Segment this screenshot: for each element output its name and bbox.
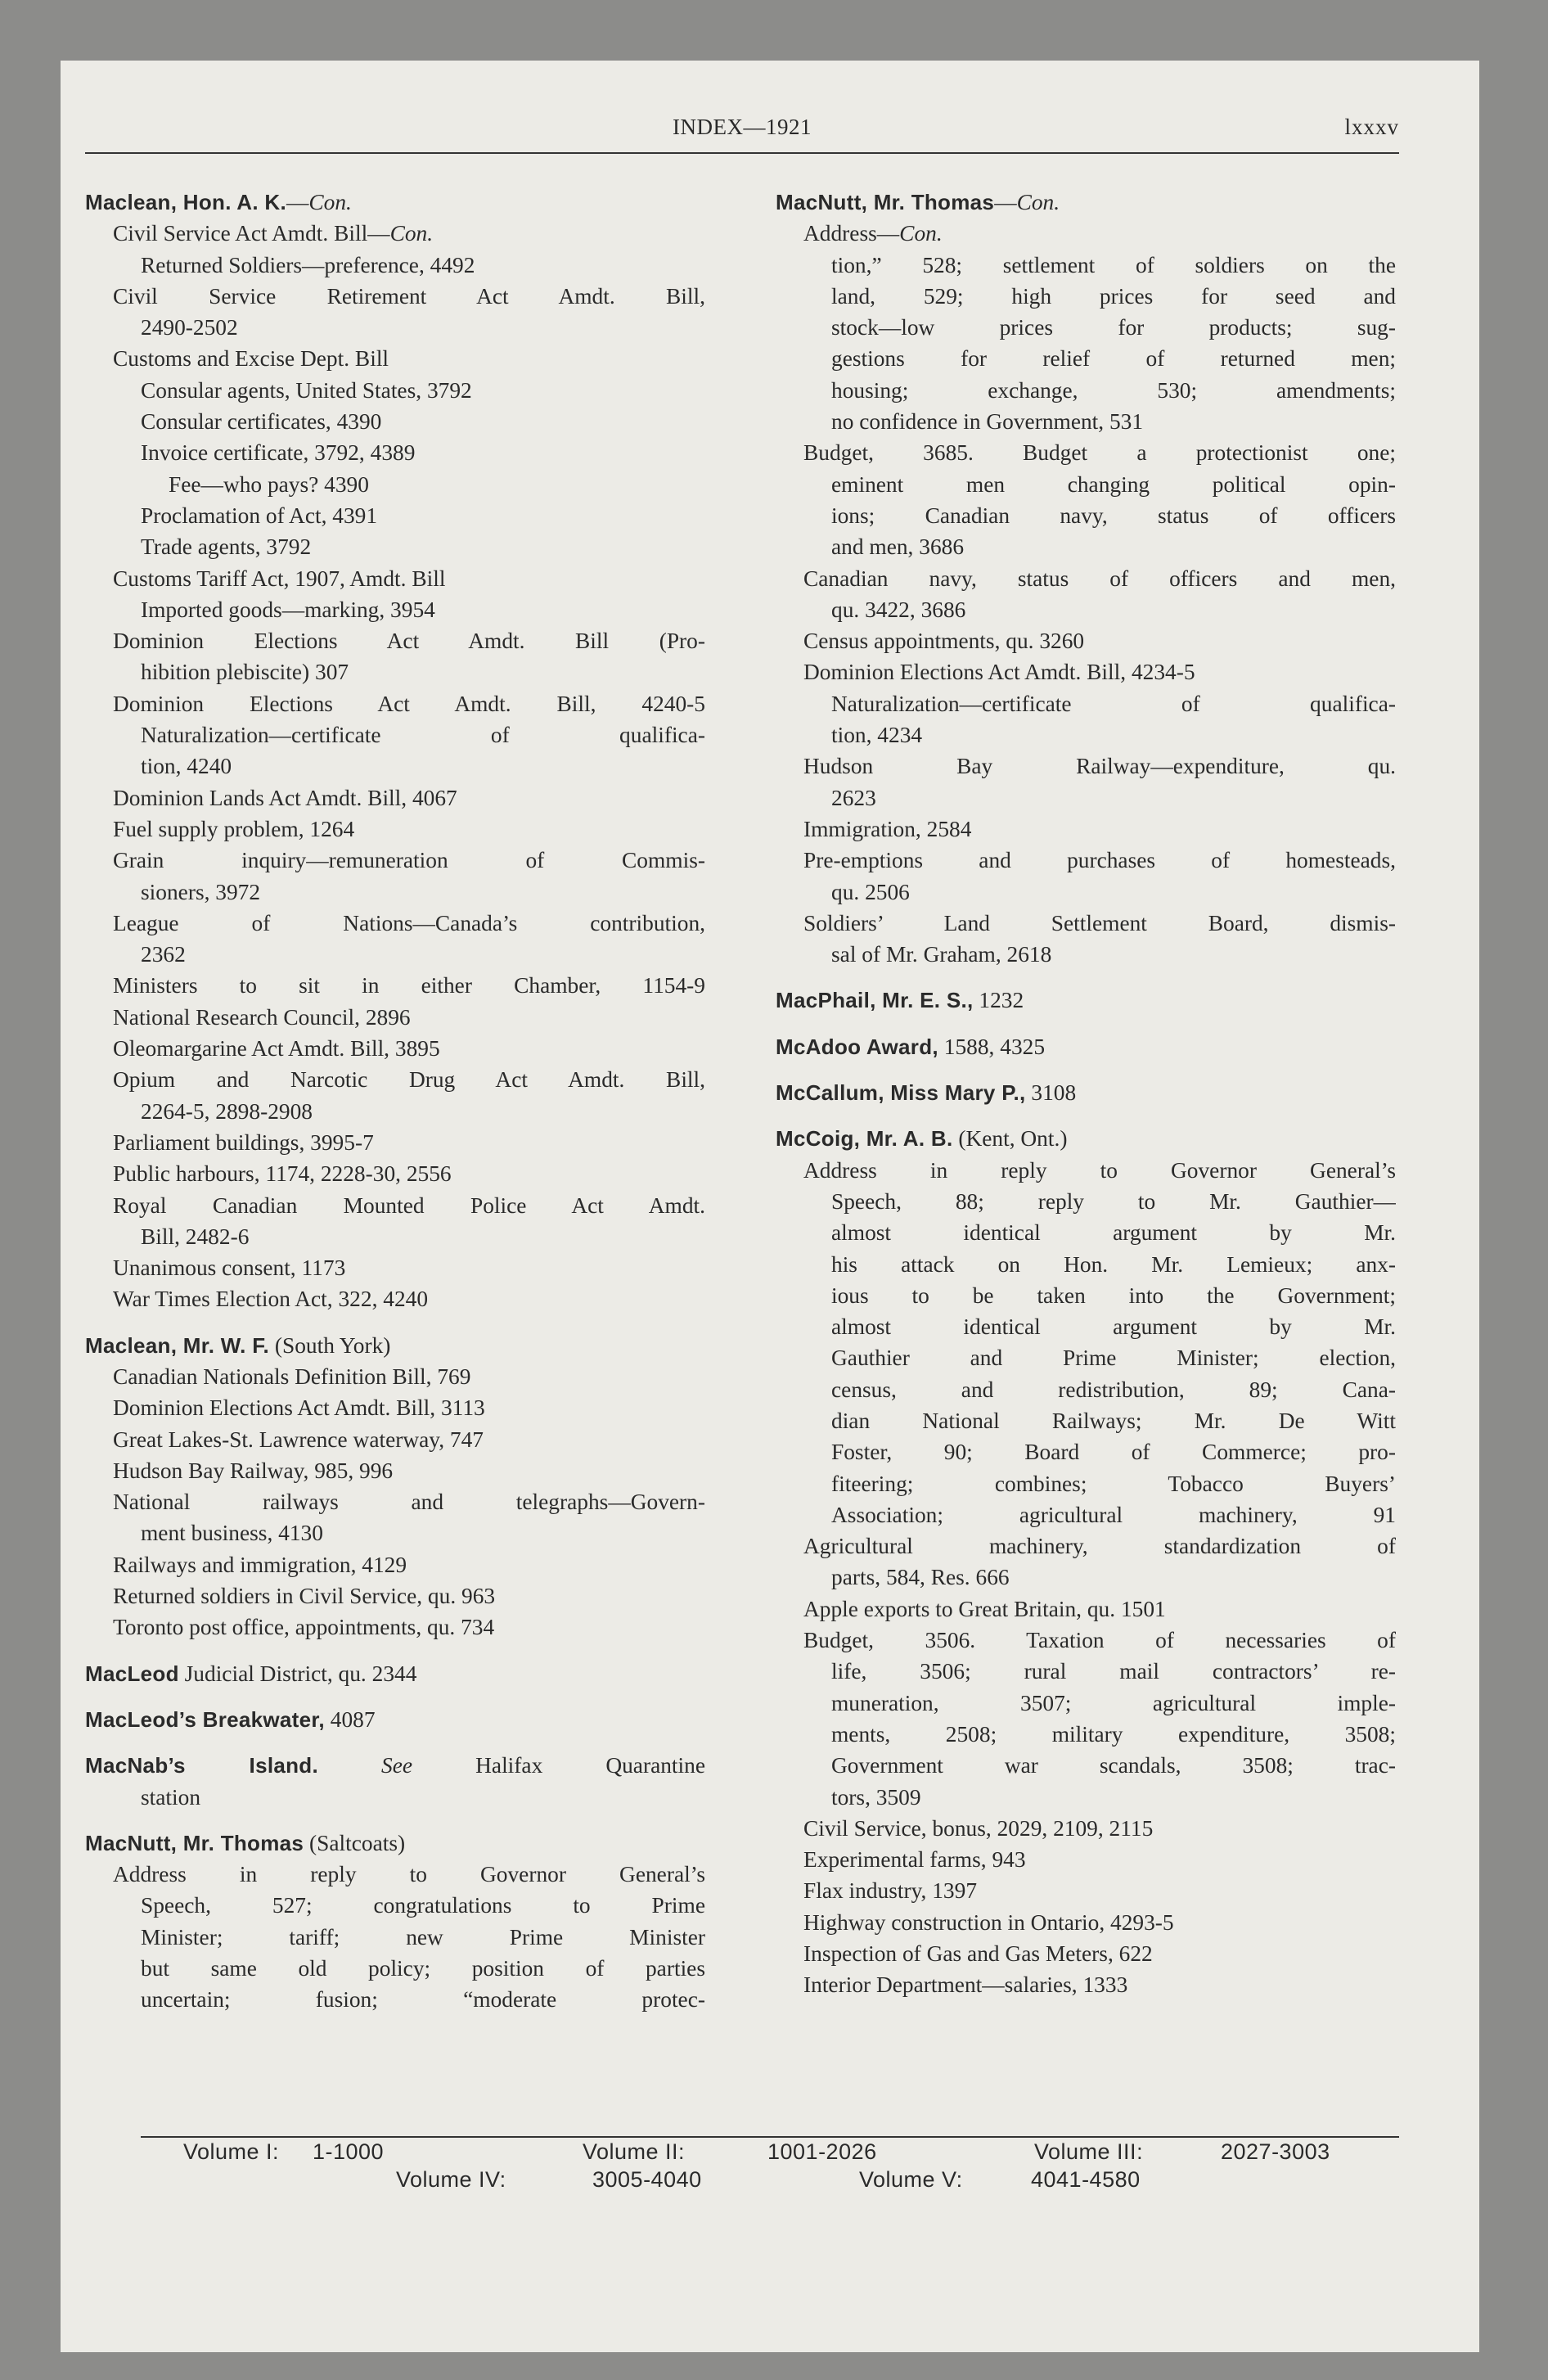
entry-gap — [776, 970, 1396, 985]
volume-4-range: 3005-4040 — [592, 2167, 702, 2192]
entry-text: Imported goods—marking, 3954 — [141, 597, 435, 622]
entry-text: tion, 4240 — [141, 754, 232, 779]
entry-text: Royal Canadian Mounted Police Act Amdt. — [113, 1192, 705, 1218]
subentry — [85, 1859, 705, 1890]
entry-gap — [776, 1108, 1396, 1123]
subentry-continuation — [776, 312, 1396, 343]
subentry-continuation — [776, 1280, 1396, 1311]
heading-detail: (Saltcoats) — [304, 1830, 406, 1855]
subentry — [85, 1424, 705, 1455]
entry-text: Opium and Narcotic Drug Act Amdt. Bill, — [113, 1067, 705, 1093]
entry-text: Fee—who pays? 4390 — [169, 471, 369, 497]
subentry-continuation — [776, 1249, 1396, 1280]
entry-text: but same old policy; position of parties — [141, 1956, 705, 1981]
subentry — [85, 1611, 705, 1643]
subentry-continuation — [85, 1890, 705, 1921]
heading-detail: — — [994, 190, 1017, 214]
subentry-continuation — [776, 469, 1396, 500]
subentry-continuation — [85, 1221, 705, 1252]
subentry — [776, 1813, 1396, 1844]
entry-text: Flax industry, 1397 — [803, 1878, 978, 1904]
subentry — [85, 625, 705, 656]
entry-text: qu. 2506 — [831, 879, 910, 904]
entry-text: Experimental farms, 943 — [803, 1847, 1026, 1873]
subentry — [85, 343, 705, 374]
subentry-continuation — [776, 1311, 1396, 1342]
heading-detail: 3108 — [1025, 1080, 1077, 1106]
subentry — [776, 845, 1396, 876]
cross-reference-see: See — [318, 1753, 413, 1778]
entry-text: Soldiers’ Land Settlement Board, dismis- — [803, 910, 1396, 935]
subentry-continuation — [776, 1750, 1396, 1781]
subentry — [85, 908, 705, 939]
running-head — [85, 115, 1399, 147]
volume-5-label: Volume V: — [859, 2167, 963, 2192]
subentry — [85, 845, 705, 876]
subentry — [85, 1283, 705, 1314]
subentry — [85, 1392, 705, 1423]
entry-text: no confidence in Government, 531 — [831, 409, 1144, 435]
subentry-continuation — [776, 343, 1396, 374]
index-heading — [85, 1704, 705, 1735]
entry-text: Returned soldiers in Civil Service, qu. 963 — [113, 1584, 496, 1609]
subentry — [85, 1580, 705, 1611]
subentry-continuation — [776, 1499, 1396, 1530]
subentry — [85, 1190, 705, 1221]
entry-text: Speech, 527; congratulations to Prime — [141, 1893, 705, 1918]
entry-text: Inspection of Gas and Gas Meters, 622 — [803, 1941, 1153, 1967]
heading-name: McAdoo Award, — [776, 1034, 938, 1059]
subentry — [85, 1064, 705, 1095]
entry-gap — [85, 1689, 705, 1704]
subentry — [776, 814, 1396, 845]
subentry-continuation — [85, 656, 705, 687]
entry-text: Ministers to sit in either Chamber, 1154-9 — [113, 973, 705, 998]
continued-marker: Con. — [1016, 190, 1060, 214]
subentry-continuation — [776, 531, 1396, 562]
entry-text: Address— — [803, 221, 900, 246]
heading-detail: 1588, 4325 — [938, 1034, 1046, 1059]
subentry-continuation — [776, 1688, 1396, 1719]
entry-text: Oleomargarine Act Amdt. Bill, 3895 — [113, 1036, 440, 1062]
subentry — [85, 1252, 705, 1283]
heading-name: MacNutt, Mr. Thomas — [776, 190, 995, 214]
entry-text: Consular certificates, 4390 — [141, 409, 382, 435]
entry-text: Association; agricultural machinery, 91 — [831, 1502, 1396, 1527]
entry-gap — [776, 1016, 1396, 1031]
subentry-continuation — [776, 939, 1396, 970]
subentry — [85, 1158, 705, 1189]
subentry-continuation — [776, 406, 1396, 437]
entry-text: Bill, 2482-6 — [141, 1224, 250, 1249]
heading-name: MacNutt, Mr. Thomas — [85, 1830, 304, 1855]
entry-text: station — [141, 1784, 201, 1810]
heading-name: Maclean, Mr. W. F. — [85, 1332, 270, 1358]
volume-2-range: 1001-2026 — [767, 2139, 877, 2164]
subentry-continuation — [85, 751, 705, 782]
entry-text: Hudson Bay Railway, 985, 996 — [113, 1458, 394, 1483]
subentry-continuation — [776, 250, 1396, 281]
entry-text: National Research Council, 2896 — [113, 1004, 411, 1030]
subentry — [776, 625, 1396, 656]
subentry — [776, 908, 1396, 939]
entry-text: Civil Service, bonus, 2029, 2109, 2115 — [803, 1815, 1154, 1841]
volume-3-label: Volume III: — [1034, 2139, 1144, 2164]
subentry-continuation — [776, 1562, 1396, 1593]
entry-text: his attack on Hon. Mr. Lemieux; anx- — [831, 1251, 1396, 1277]
subentry — [85, 1455, 705, 1486]
entry-text: sal of Mr. Graham, 2618 — [831, 942, 1052, 967]
heading-detail: 1232 — [973, 988, 1024, 1013]
entry-text: Civil Service Retirement Act Amdt. Bill, — [113, 283, 705, 309]
entry-text: housing; exchange, 530; amendments; — [831, 377, 1396, 403]
subentry-continuation — [85, 531, 705, 562]
entry-text: census, and redistribution, 89; Cana- — [831, 1377, 1396, 1402]
subentry-continuation — [776, 1468, 1396, 1499]
subentry — [776, 1593, 1396, 1625]
entry-text: Census appointments, qu. 3260 — [803, 629, 1085, 654]
heading-name: MacLeod’s Breakwater, — [85, 1706, 325, 1732]
subentry-continuation — [85, 1096, 705, 1127]
entry-text: Parliament buildings, 3995-7 — [113, 1129, 374, 1155]
entry-text: War Times Election Act, 322, 4240 — [113, 1287, 429, 1312]
heading-name: McCallum, Miss Mary P., — [776, 1080, 1026, 1106]
subentry-continuation — [776, 281, 1396, 312]
entry-text: qu. 3422, 3686 — [831, 597, 966, 622]
entry-gap — [85, 1643, 705, 1658]
entry-text: Consular agents, United States, 3792 — [141, 377, 472, 403]
entry-text: Dominion Elections Act Amdt. Bill (Pro- — [113, 629, 705, 654]
heading-name: MacLeod — [85, 1661, 179, 1686]
subentry — [85, 1361, 705, 1392]
index-heading — [776, 187, 1396, 218]
subentry-continuation — [776, 1782, 1396, 1813]
entry-text: Unanimous consent, 1173 — [113, 1255, 346, 1281]
subentry-continuation — [85, 375, 705, 406]
entry-text: ious to be taken into the Government; — [831, 1282, 1396, 1308]
subentry — [776, 1907, 1396, 1938]
entry-text: Dominion Lands Act Amdt. Bill, 4067 — [113, 785, 457, 810]
index-heading — [776, 985, 1396, 1016]
subentry-continuation — [776, 1405, 1396, 1436]
entry-text: Government war scandals, 3508; trac- — [831, 1753, 1396, 1778]
entry-text: dian National Railways; Mr. De Witt — [831, 1408, 1396, 1433]
subentry — [776, 437, 1396, 468]
entry-gap — [85, 1735, 705, 1750]
entry-text: hibition plebiscite) 307 — [141, 660, 349, 685]
continued-marker: Con. — [899, 221, 943, 246]
entry-text: life, 3506; rural mail contractors’ re- — [831, 1659, 1396, 1684]
entry-text: ments, 2508; military expenditure, 3508; — [831, 1721, 1396, 1747]
entry-text: Invoice certificate, 3792, 4389 — [141, 440, 416, 466]
continued-marker: Con. — [308, 190, 352, 214]
subentry-continuation — [776, 1656, 1396, 1687]
heading-name: McCoig, Mr. A. B. — [776, 1126, 953, 1152]
subentry-continuation — [776, 1186, 1396, 1217]
subentry — [776, 1530, 1396, 1562]
entry-text: Immigration, 2584 — [803, 816, 972, 841]
subentry-continuation — [776, 1436, 1396, 1467]
entry-text: Naturalization—certificate of qualifica- — [831, 691, 1396, 716]
subentry — [85, 1549, 705, 1580]
entry-text: ment business, 4130 — [141, 1521, 323, 1546]
subentry — [85, 1127, 705, 1158]
subentry-continuation — [776, 1374, 1396, 1405]
subentry-continuation — [85, 594, 705, 625]
entry-text: Customs and Excise Dept. Bill — [113, 346, 389, 372]
subentry — [776, 1625, 1396, 1656]
subentry — [85, 563, 705, 594]
heading-detail: — — [286, 190, 309, 214]
entry-text: Hudson Bay Railway—expenditure, qu. — [803, 754, 1396, 779]
entry-text: 2623 — [831, 785, 876, 810]
subentry — [776, 1938, 1396, 1969]
entry-text: Grain inquiry—remuneration of Commis- — [113, 848, 705, 873]
entry-text: tors, 3509 — [831, 1784, 921, 1810]
subentry-continuation — [776, 877, 1396, 908]
volume-2-label: Volume II: — [583, 2139, 686, 2164]
entry-text: Budget, 3506. Taxation of necessaries of — [803, 1628, 1396, 1653]
entry-text: Proclamation of Act, 4391 — [141, 503, 378, 528]
entry-text: almost identical argument by Mr. — [831, 1314, 1396, 1340]
entry-text: 2362 — [141, 942, 186, 967]
subentry — [85, 782, 705, 814]
entry-text: and men, 3686 — [831, 534, 965, 560]
subentry — [776, 218, 1396, 249]
subentry — [85, 970, 705, 1001]
subentry-continuation — [776, 1719, 1396, 1750]
index-heading — [85, 1658, 705, 1689]
subentry — [776, 563, 1396, 594]
entry-text: Railways and immigration, 4129 — [113, 1552, 407, 1577]
entry-gap — [776, 1062, 1396, 1077]
entry-gap — [85, 1813, 705, 1828]
subentry — [85, 688, 705, 719]
entry-text: 2264-5, 2898-2908 — [141, 1098, 313, 1124]
entry-text: sioners, 3972 — [141, 879, 261, 904]
entry-text: ions; Canadian navy, status of officers — [831, 503, 1396, 528]
entry-text: stock—low prices for products; sug- — [831, 315, 1396, 340]
subentry-continuation — [776, 1217, 1396, 1248]
entry-text: Dominion Elections Act Amdt. Bill, 4234-5 — [803, 660, 1195, 685]
volume-key-footer — [141, 2139, 1399, 2205]
volume-4-label: Volume IV: — [396, 2167, 506, 2192]
entry-text: Pre-emptions and purchases of homesteads, — [803, 848, 1396, 873]
subentry-continuation — [85, 877, 705, 908]
subentry — [776, 1155, 1396, 1186]
entry-text: land, 529; high prices for seed and — [831, 283, 1396, 309]
subentry — [85, 1486, 705, 1517]
subentry-continuation — [776, 688, 1396, 719]
subentry — [776, 1844, 1396, 1875]
subentry-continuation — [85, 437, 705, 468]
volume-1-range: 1-1000 — [313, 2139, 385, 2164]
entry-text: League of Nations—Canada’s contribution, — [113, 910, 705, 935]
entry-text: Highway construction in Ontario, 4293-5 — [803, 1909, 1174, 1935]
page-number: lxxxv — [1344, 115, 1399, 139]
left-column — [85, 187, 705, 2118]
entry-text: muneration, 3507; agricultural imple- — [831, 1690, 1396, 1715]
entry-text: Trade agents, 3792 — [141, 534, 312, 560]
subentry-continuation — [776, 1342, 1396, 1373]
entry-text: almost identical argument by Mr. — [831, 1220, 1396, 1246]
header-rule — [85, 152, 1399, 154]
entry-text: 2490-2502 — [141, 315, 238, 340]
entry-text: Returned Soldiers—preference, 4492 — [141, 252, 475, 277]
entry-text: Fuel supply problem, 1264 — [113, 816, 355, 841]
entry-text: Canadian Nationals Definition Bill, 769 — [113, 1364, 471, 1389]
subentry-continuation — [85, 1984, 705, 2015]
index-heading — [85, 1750, 705, 1781]
subentry-continuation — [85, 1953, 705, 1984]
continued-marker: Con. — [389, 221, 434, 246]
heading-name: MacPhail, Mr. E. S., — [776, 988, 974, 1013]
volume-5-range: 4041-4580 — [1031, 2167, 1141, 2192]
entry-text: Speech, 88; reply to Mr. Gauthier— — [831, 1188, 1396, 1214]
heading-detail: Judicial District, qu. 2344 — [178, 1661, 417, 1686]
heading-detail: 4087 — [324, 1706, 376, 1732]
entry-text: uncertain; fusion; “moderate protec- — [141, 1987, 705, 2013]
volume-1-label: Volume I: — [183, 2139, 280, 2164]
entry-text: Dominion Elections Act Amdt. Bill, 3113 — [113, 1395, 485, 1421]
subentry — [85, 1002, 705, 1033]
subentry-continuation — [85, 939, 705, 970]
entry-text: Foster, 90; Board of Commerce; pro- — [831, 1440, 1396, 1465]
entry-text: Public harbours, 1174, 2228-30, 2556 — [113, 1161, 452, 1187]
entry-text: Agricultural machinery, standardization of — [803, 1534, 1396, 1559]
heading-name: Maclean, Hon. A. K. — [85, 190, 286, 214]
entry-text: gestions for relief of returned men; — [831, 346, 1396, 372]
index-heading — [85, 1828, 705, 1859]
index-heading — [776, 1031, 1396, 1062]
entry-text: parts, 584, Res. 666 — [831, 1565, 1010, 1590]
subentry-continuation — [776, 719, 1396, 751]
subentry — [85, 814, 705, 845]
right-column — [776, 187, 1396, 2118]
subentry-continuation — [776, 782, 1396, 814]
page-title: INDEX—1921 — [673, 115, 812, 139]
subentry-continuation — [85, 1517, 705, 1548]
entry-text: Minister; tariff; new Prime Minister — [141, 1924, 705, 1950]
subentry-continuation — [776, 500, 1396, 531]
entry-text: Naturalization—certificate of qualifica- — [141, 723, 705, 748]
subentry — [776, 1969, 1396, 2000]
subentry — [85, 218, 705, 249]
entry-text: National railways and telegraphs—Govern- — [113, 1490, 705, 1515]
entry-text: tion, 4234 — [831, 723, 923, 748]
entry-text: fiteering; combines; Tobacco Buyers’ — [831, 1471, 1396, 1496]
entry-text: Address in reply to Governor General’s — [803, 1157, 1396, 1183]
subentry-continuation — [85, 719, 705, 751]
subentry — [776, 656, 1396, 687]
footer-rule — [141, 2136, 1399, 2138]
subentry-continuation — [85, 1922, 705, 1953]
subentry-continuation — [85, 469, 705, 500]
subentry — [776, 1875, 1396, 1906]
entry-text: tion,” 528; settlement of soldiers on the — [831, 252, 1396, 277]
subentry — [85, 1033, 705, 1064]
subentry — [776, 751, 1396, 782]
entry-gap — [85, 1315, 705, 1330]
entry-text: Dominion Elections Act Amdt. Bill, 4240-5 — [113, 691, 705, 716]
heading-detail: (Kent, Ont.) — [952, 1126, 1068, 1152]
entry-text: Budget, 3685. Budget a protectionist one; — [803, 440, 1396, 466]
subentry-continuation — [85, 250, 705, 281]
index-heading — [776, 1123, 1396, 1154]
subentry-continuation — [85, 500, 705, 531]
subentry-continuation — [85, 312, 705, 343]
entry-text: Apple exports to Great Britain, qu. 1501 — [803, 1596, 1166, 1621]
entry-text: Gauthier and Prime Minister; election, — [831, 1346, 1396, 1371]
entry-text: Canadian navy, status of officers and men, — [803, 566, 1396, 591]
volume-3-range: 2027-3003 — [1221, 2139, 1330, 2164]
heading-detail: Halifax Quarantine — [412, 1753, 705, 1778]
index-heading — [85, 187, 705, 218]
subentry — [85, 281, 705, 312]
entry-text: Great Lakes-St. Lawrence waterway, 747 — [113, 1427, 484, 1452]
index-heading — [776, 1077, 1396, 1108]
subentry-continuation — [85, 406, 705, 437]
subentry-continuation — [776, 594, 1396, 625]
entry-text: Toronto post office, appointments, qu. 734 — [113, 1615, 495, 1640]
heading-detail: (South York) — [269, 1332, 391, 1358]
subentry-continuation — [776, 375, 1396, 406]
subentry-continuation — [85, 1782, 705, 1813]
entry-text: Customs Tariff Act, 1907, Amdt. Bill — [113, 566, 446, 591]
heading-name: MacNab’s Island. — [85, 1753, 318, 1778]
entry-text: Address in reply to Governor General’s — [113, 1862, 705, 1887]
entry-text: Civil Service Act Amdt. Bill— — [113, 221, 390, 246]
entry-text: eminent men changing political opin- — [831, 471, 1396, 497]
entry-text: Interior Department—salaries, 1333 — [803, 1972, 1128, 1998]
index-heading — [85, 1330, 705, 1361]
